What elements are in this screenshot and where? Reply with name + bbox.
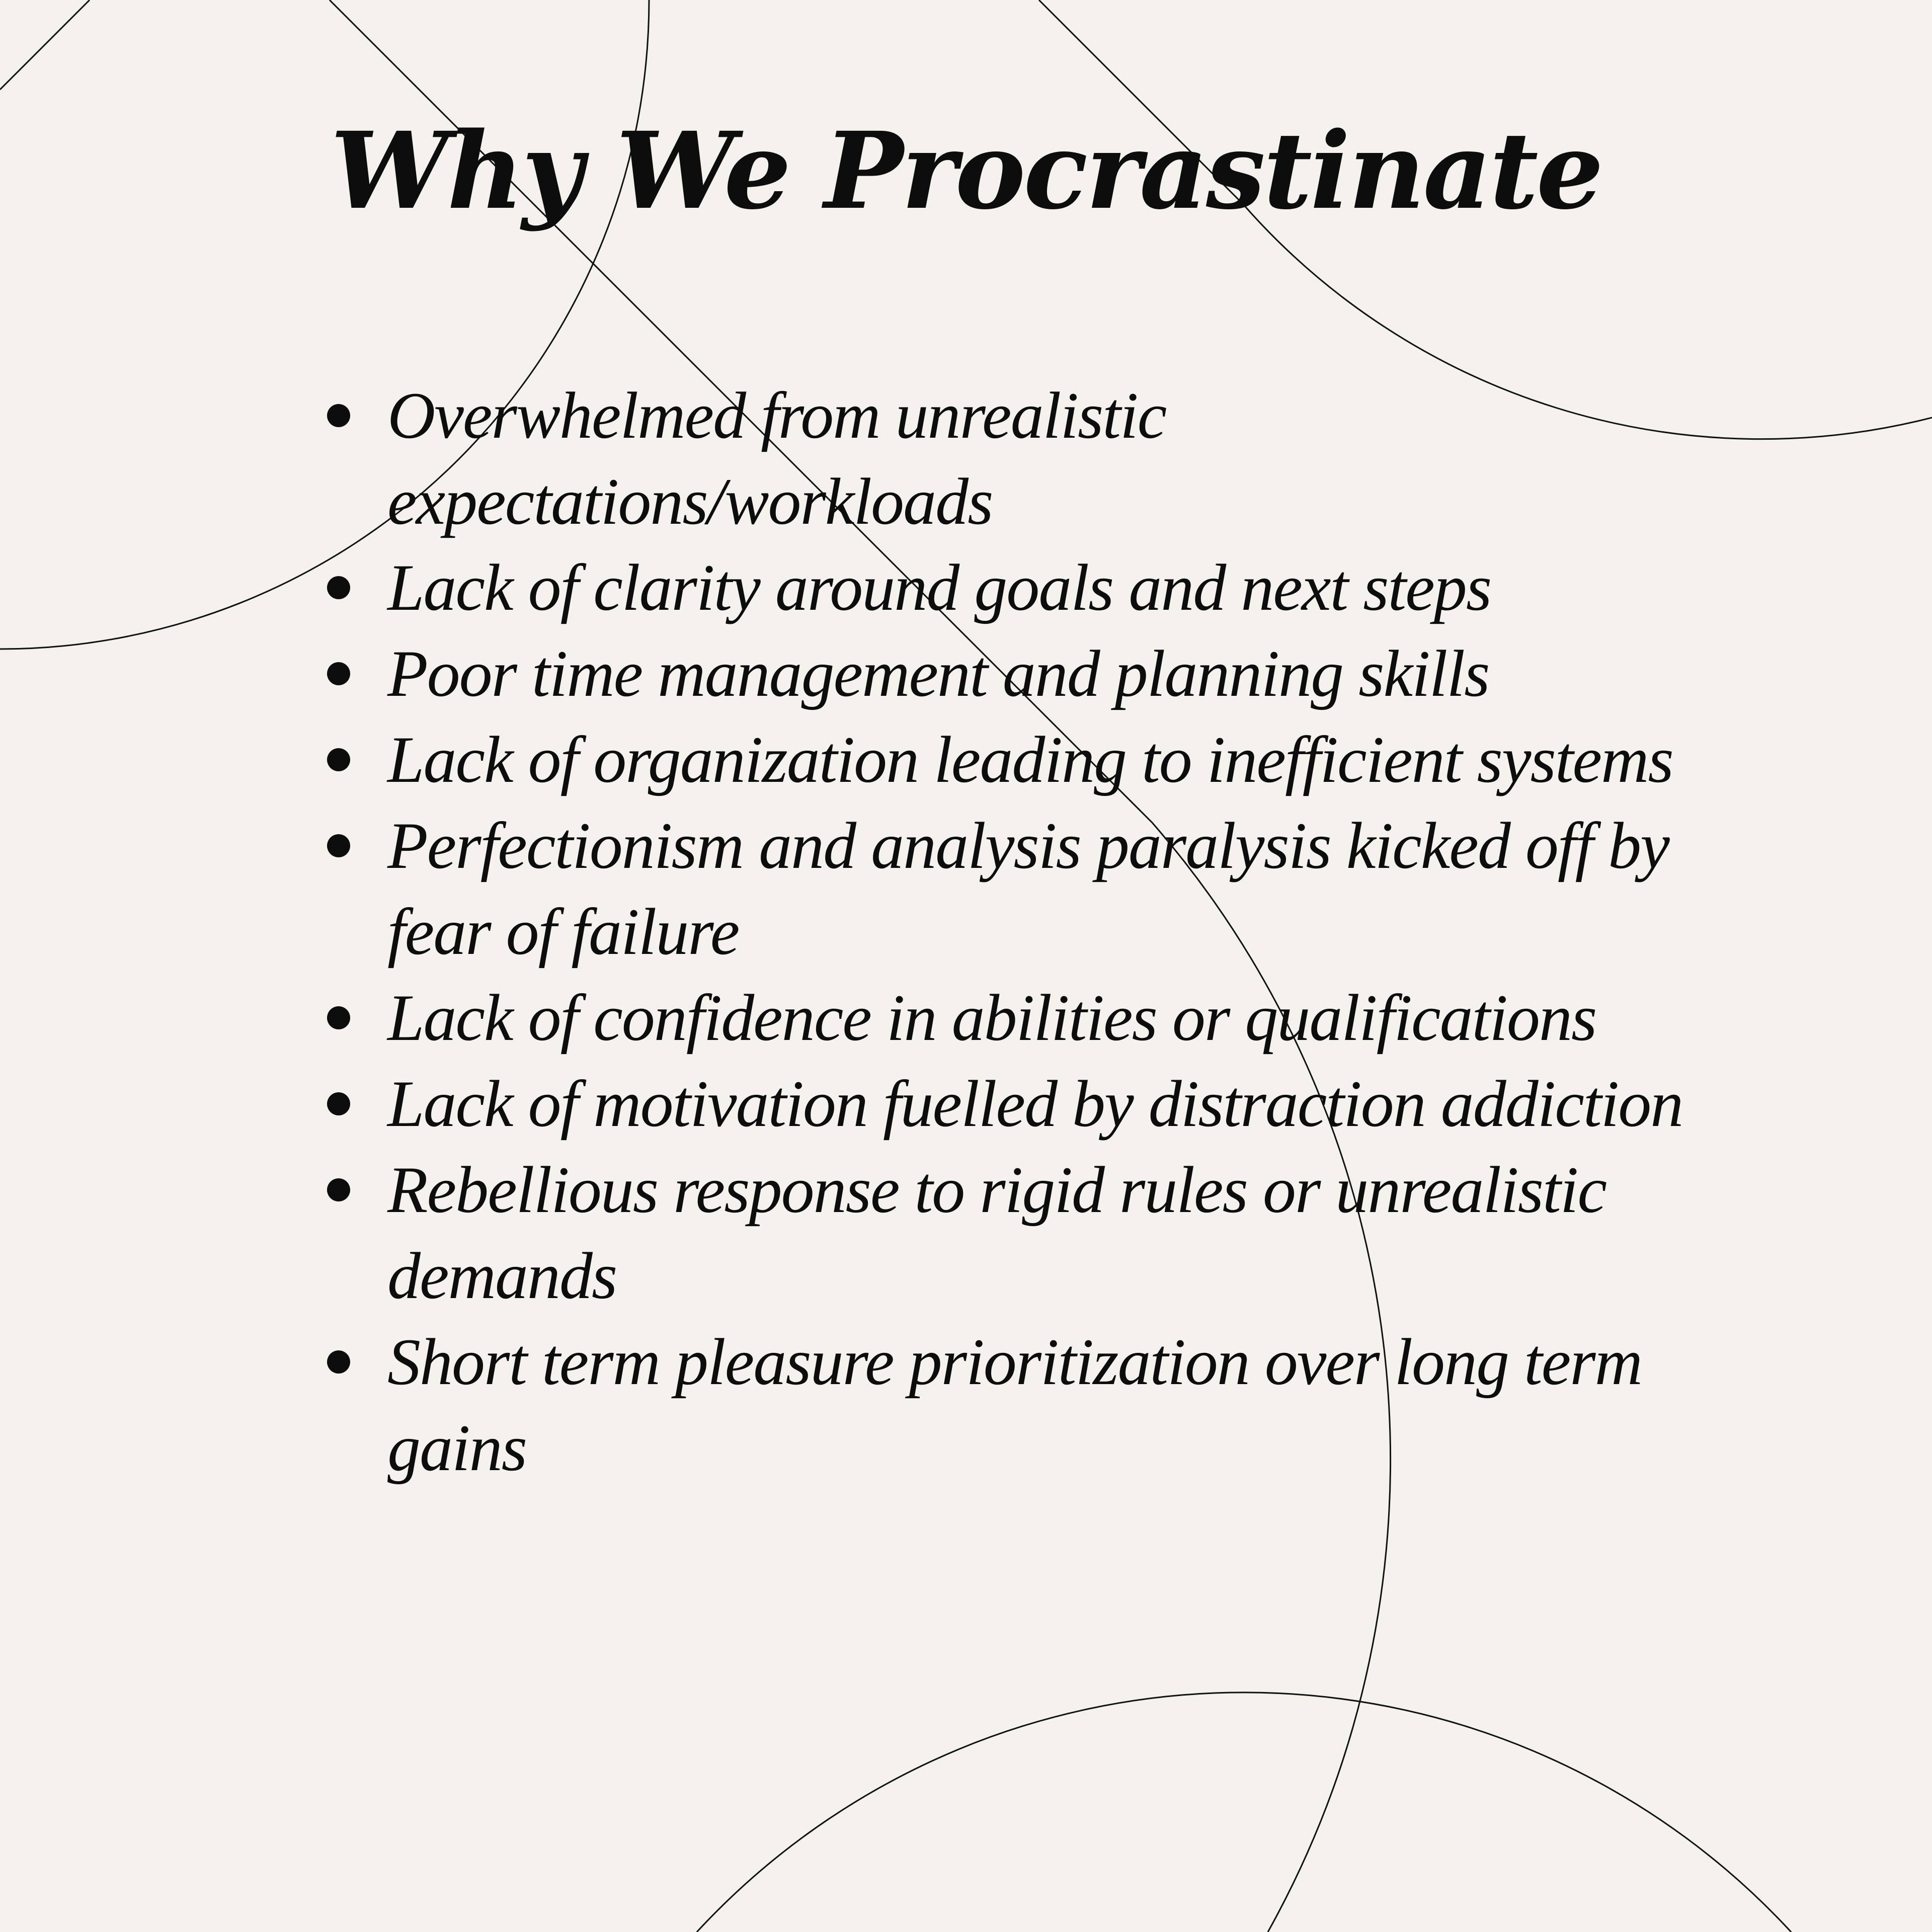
list-item [387, 802, 1706, 975]
list-item-text: Lack of organization leading to inefficient systems [387, 722, 1673, 796]
list-item [387, 1147, 1706, 1319]
list-item [387, 372, 1706, 544]
bullet-icon [327, 576, 350, 599]
list-item [387, 544, 1706, 630]
list-item [387, 975, 1706, 1061]
bullet-icon [327, 1006, 350, 1029]
bullet-icon [327, 1350, 350, 1374]
list-item-text: Rebellious response to rigid rules or unrealistic demands [387, 1153, 1606, 1313]
bullet-icon [327, 748, 350, 771]
bullet-icon [327, 1092, 350, 1115]
list-item-text: Short term pleasure prioritization over long term gains [387, 1325, 1642, 1485]
list-item-text: Overwhelmed from unrealistic expectations/workloads [387, 378, 1166, 538]
list-item [387, 1061, 1706, 1147]
list-item-text: Lack of motivation fuelled by distraction addiction [387, 1067, 1683, 1141]
list-item [387, 630, 1706, 716]
list-item-text: Perfectionism and analysis paralysis kicked off by fear of failure [387, 809, 1669, 969]
bullet-icon [327, 662, 350, 685]
list-item-text: Poor time management and planning skills [387, 636, 1489, 710]
list-item-text: Lack of clarity around goals and next steps [387, 550, 1491, 624]
list-item [387, 1319, 1706, 1491]
reasons-list [387, 372, 1706, 1491]
list-item-text: Lack of confidence in abilities or qualifications [387, 981, 1596, 1055]
bullet-icon [327, 834, 350, 857]
list-item [387, 716, 1706, 802]
page-title: Why We Procrastinate [330, 109, 1602, 233]
bullet-icon [327, 1178, 350, 1201]
bullet-icon [327, 404, 350, 427]
